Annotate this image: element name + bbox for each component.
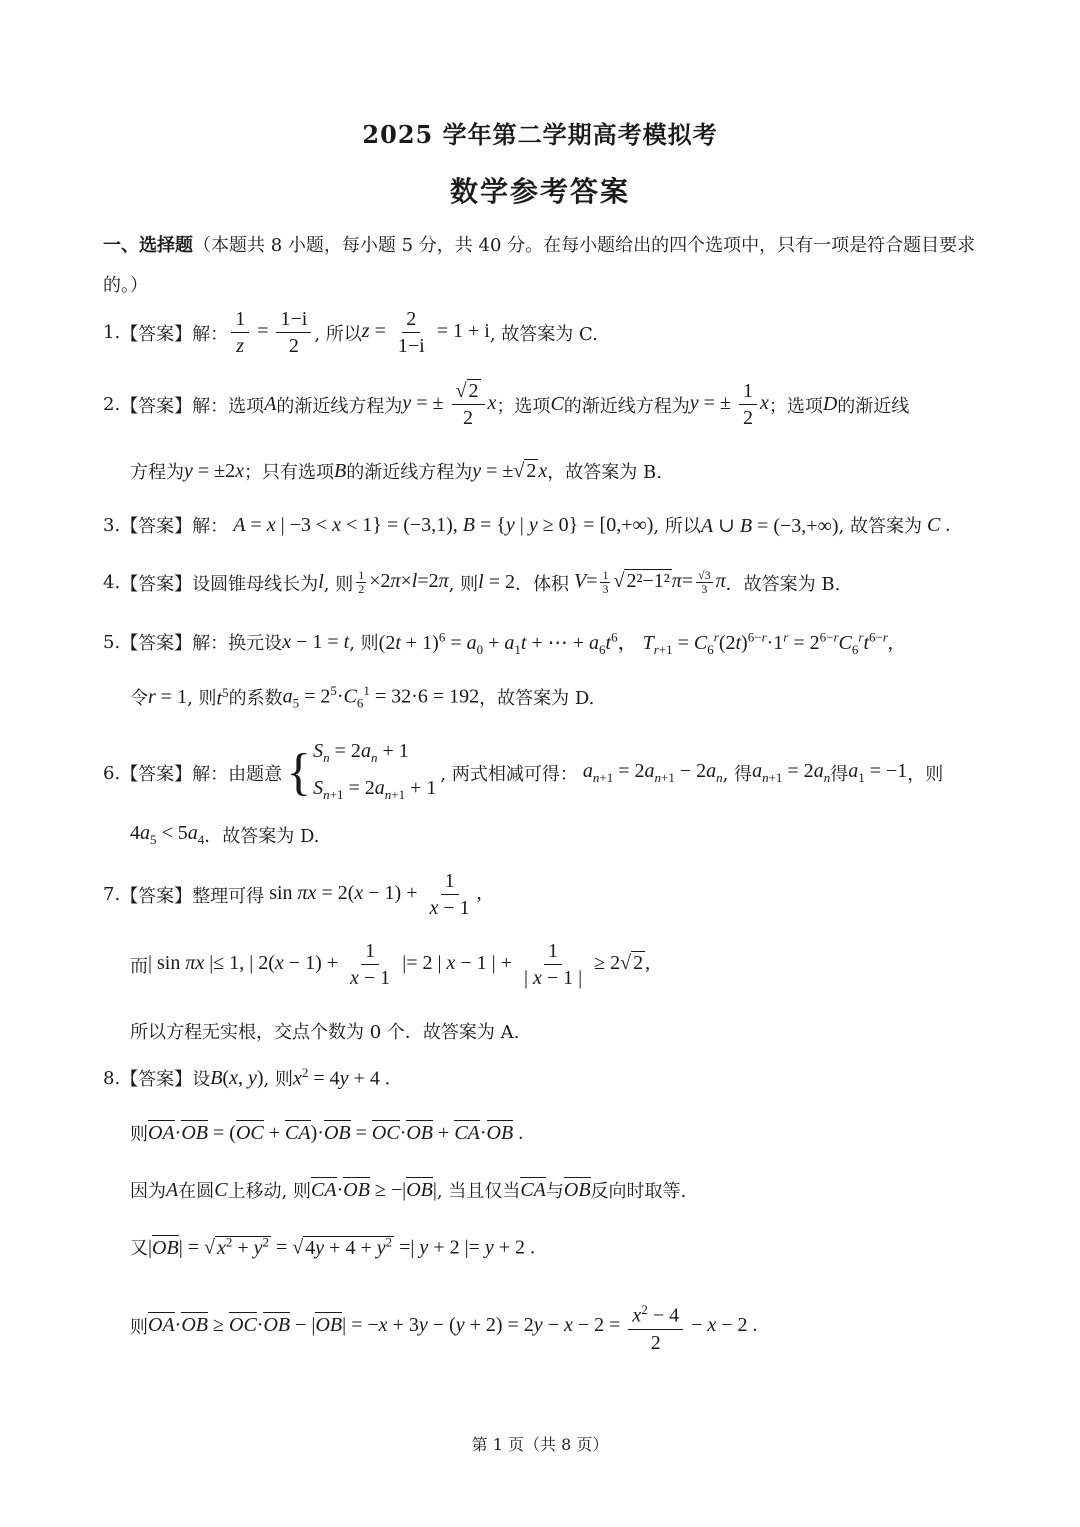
answer-7-line-3: 所以方程无实根，交点个数为 0 个．故答案为 A. — [130, 1022, 520, 1043]
answer-tag: 【答案】 — [120, 516, 193, 537]
answer-tag: 【答案】 — [120, 633, 193, 654]
answer-text: 解：换元设 — [192, 633, 283, 654]
answer-text: 在圆 — [178, 1181, 215, 1202]
answer-4: 4. 【答案】 设圆锥母线长为 l , 则 $\frac{1}{2}$ ×2π×l=2π , 则 l = 2 ．体积 V= $\frac{1}{3}$ √ 2²−1² π= $\frac{√3}{3}$ π ．故答案为 B. — [103, 568, 841, 596]
answer-number: 2. — [103, 394, 121, 415]
answer-text: ；选项 — [496, 395, 551, 417]
answer-text: 方程为 — [130, 462, 184, 483]
answer-text: , 则 — [448, 573, 479, 595]
answer-text: , 所以 — [314, 323, 362, 345]
formula: |OB| = √ $x^2 + y^2$ = √ $4y + 4 + y^2$ =| y + 2 |= y + 2 . — [148, 1234, 536, 1259]
answer-text: 上移动, 则 — [227, 1181, 312, 1202]
answer-text: , 故答案为 — [838, 516, 922, 537]
answer-5-line-1: 5. 【答案】 解：换元设 x − 1 = t , 则 $(2t + 1)^6 = a_0 + a_1t$ + ⋯ + $a_6t^6$， $T_{r+1} = C_6^r(2t)^{6-r}\cdot 1^r = 2^{6-r}C_6^rt^{6-r}$, — [103, 626, 893, 658]
answer-text: 解：由题意 — [192, 764, 283, 785]
answer-text: 整理可得 — [192, 885, 265, 907]
formula: $x^2 = 4y + 4$ . — [292, 1065, 390, 1090]
answer-8-line-3: 因为 A 在圆 C 上移动, 则 CA·OB ≥ −|OB| , 当且仅当 CA 与 OB 反向时取等. — [130, 1178, 687, 1202]
answer-text: 得 — [830, 764, 849, 785]
formula: V= $\frac{1}{3}$ √ 2²−1² π= $\frac{√3}{3}$ π — [573, 568, 726, 596]
answer-1 — [103, 306, 598, 359]
answer-text: 解： — [192, 516, 229, 537]
answer-tag: 【答案】 — [120, 395, 193, 417]
answer-tag: 【答案】 — [120, 764, 193, 785]
answer-text: , 故答案为 C. — [489, 323, 598, 345]
answer-7-line-1 — [103, 868, 482, 921]
answer-text: ，则 — [907, 764, 944, 785]
answer-text: 的系数 — [228, 688, 283, 710]
answer-text: 设圆锥母线长为 — [192, 573, 319, 595]
formula: $\frac{1}{z}$ = $\frac{1-i}{2}$ — [228, 306, 314, 359]
formula: $a_5 = 2^5\cdot C_6^1 = 32\cdot 6 = 192$ — [282, 683, 480, 711]
answer-text: ；只有选项 — [244, 462, 335, 483]
answer-text: 反向时取等. — [590, 1181, 687, 1202]
answer-number: 8. — [103, 1067, 121, 1089]
formula: OA·OB ≥ OC·OB − |OB| = −x + 3y − (y + 2) = 2y − x − 2 = $\frac{x^2 - 4}{2}$ − x − 2 . — [148, 1297, 758, 1356]
answer-text: 则 — [130, 1317, 148, 1339]
answer-tag: 【答案】 — [120, 323, 193, 345]
answer-text: , 则 — [187, 688, 217, 710]
answer-text: 设 — [192, 1069, 211, 1090]
formula: $a_{n+1} = 2a_{n+1} - 2a_n$ — [582, 760, 723, 785]
answer-text: 解：选项 — [192, 395, 265, 417]
answer-tag: 【答案】 — [120, 573, 193, 595]
answer-text: 的渐近线方程为 — [276, 395, 403, 417]
answer-text: 则 — [130, 1124, 148, 1145]
answer-text: ．故答案为 B. — [725, 573, 841, 595]
answer-text: 令 — [130, 688, 148, 710]
answer-text: ，故答案为 D. — [479, 688, 595, 710]
answer-number: 5. — [103, 631, 121, 653]
answer-6-line-1: 6. 【答案】 解：由题意 { $S_n = 2a_n + 1$ $S_{n+1} = 2a_{n+1} + 1$ , 两式相减可得： $a_{n+1} = 2a_{n+1} - 2a_n$ , 得 $a_{n+1} = 2a_n$ 得 $a_1 = -1$ ，则 — [103, 736, 943, 810]
answer-number: 6. — [103, 762, 121, 784]
answer-text: 与 — [545, 1181, 564, 1202]
answer-2-line-1: 2. 【答案】 解：选项 A 的渐近线方程为 y = ± $\frac{√ 2}{2}$ x ；选项 C 的渐近线方程为 y = ± $\frac{1}{2}$ x ；选项 D 的渐近线 — [103, 380, 910, 429]
formula: $\frac{1}{2}$ ×2π×l=2π — [358, 568, 449, 596]
answer-8-line-5 — [130, 1297, 758, 1356]
answer-text: 而 — [130, 955, 148, 977]
answer-text: , 则 — [323, 573, 354, 595]
answer-5-line-2: 令 r = 1 , 则 $t^5$ 的系数 $a_5 = 2^5\cdot C_6^1 = 32\cdot 6 = 192$ ，故答案为 D. — [130, 683, 595, 711]
answer-text: ．体积 — [514, 573, 569, 595]
answer-text: 的渐近线方程为 — [563, 395, 690, 417]
answer-8-line-4 — [130, 1234, 535, 1260]
answer-text: , 当且仅当 — [436, 1181, 521, 1202]
answer-number: 1. — [103, 322, 121, 343]
formula: $(2t + 1)^6 = a_0 + a_1t$ + ⋯ + $a_6t^6$， $T_{r+1} = C_6^r(2t)^{6-r}\cdot 1^r = 2^{6-r}C_6^rt^{6-r}$, — [378, 629, 893, 657]
answer-text: , 则 — [349, 633, 379, 654]
answer-text: , 得 — [722, 764, 753, 785]
formula: | sin πx |≤ 1, | 2(x − 1) + $\frac{1}{x - 1}$ |= 2 | x − 1 | + $\frac{1}{| x - 1 |}$ ≥ 2√ 2 , — [148, 940, 651, 989]
section-description: （本题共 8 小题，每小题 5 分，共 40 分。在每小题给出的四个选项中，只有一项是符合题目要求的。） — [103, 235, 976, 296]
section-label: 一、选择题 — [103, 235, 193, 256]
answer-text: 的渐近线方程为 — [346, 462, 473, 483]
answer-text: ，故答案为 B. — [547, 462, 662, 483]
answer-2-line-2: 方程为 y = ±2x ；只有选项 B 的渐近线方程为 y = ±√ 2 x ，故答案为 B. — [130, 459, 662, 483]
formula: z = $\frac{2}{1-i}$ = 1 + i — [361, 308, 490, 357]
formula: $4a_5 < 5a_4$ — [130, 822, 205, 847]
answer-3: 3. 【答案】 解： A = x | −3 < x < 1} = (−3,1), B = {y | y ≥ 0} = [0,+∞) , 所以 A ∪ B = (−3,+∞) , 故答案为 C . — [103, 513, 951, 537]
section-heading — [103, 226, 983, 306]
answer-text: 又 — [130, 1238, 148, 1259]
answer-6-line-2 — [130, 822, 320, 848]
answer-text: , 则 — [263, 1069, 293, 1090]
formula: A = x | −3 < x < 1} = (−3,1), B = {y | y ≥ 0} = [0,+∞) — [233, 513, 654, 536]
answer-tag: 【答案】 — [120, 885, 193, 907]
page-footer: 第 1 页（共 8 页） — [471, 1435, 609, 1454]
formula: A ∪ B = (−3,+∞) — [700, 514, 839, 537]
answer-number: 4. — [103, 572, 121, 593]
formula: CA·OB ≥ −|OB| — [311, 1178, 437, 1201]
answer-text: ．故答案为 D. — [204, 826, 320, 847]
answer-text: 解： — [192, 323, 229, 345]
answer-tag: 【答案】 — [120, 1069, 193, 1090]
formula: y = ± $\frac{√ 2}{2}$ x — [402, 380, 497, 429]
answer-number: 3. — [103, 514, 121, 536]
formula: y = ± $\frac{1}{2}$ x — [689, 380, 769, 429]
formula: OA·OB = (OC + CA)·OB = OC·OB + CA·OB . — [148, 1121, 524, 1144]
answer-text: , 所以 — [653, 516, 701, 537]
formula: sin πx = 2(x − 1) + $\frac{1}{x - 1}$ , — [264, 870, 482, 919]
answer-8-line-1: 8. 【答案】 设 B(x, y) , 则 $x^2 = 4y + 4$ . — [103, 1065, 390, 1090]
answer-text: 因为 — [130, 1181, 166, 1202]
answer-text: , 两式相减可得： — [440, 764, 578, 785]
answer-7-line-2 — [130, 938, 650, 991]
answer-text: 的渐近线 — [837, 395, 910, 417]
answer-text: ；选项 — [768, 395, 823, 417]
answer-number: 7. — [103, 884, 121, 905]
answer-8-line-2 — [130, 1120, 523, 1146]
page-subtitle: 数学参考答案 — [449, 175, 630, 208]
page-title: 2025 学年第二学期高考模拟考 — [362, 120, 718, 149]
equation-system: { $S_n = 2a_n + 1$ $S_{n+1} = 2a_{n+1} + 1$ — [286, 740, 437, 802]
